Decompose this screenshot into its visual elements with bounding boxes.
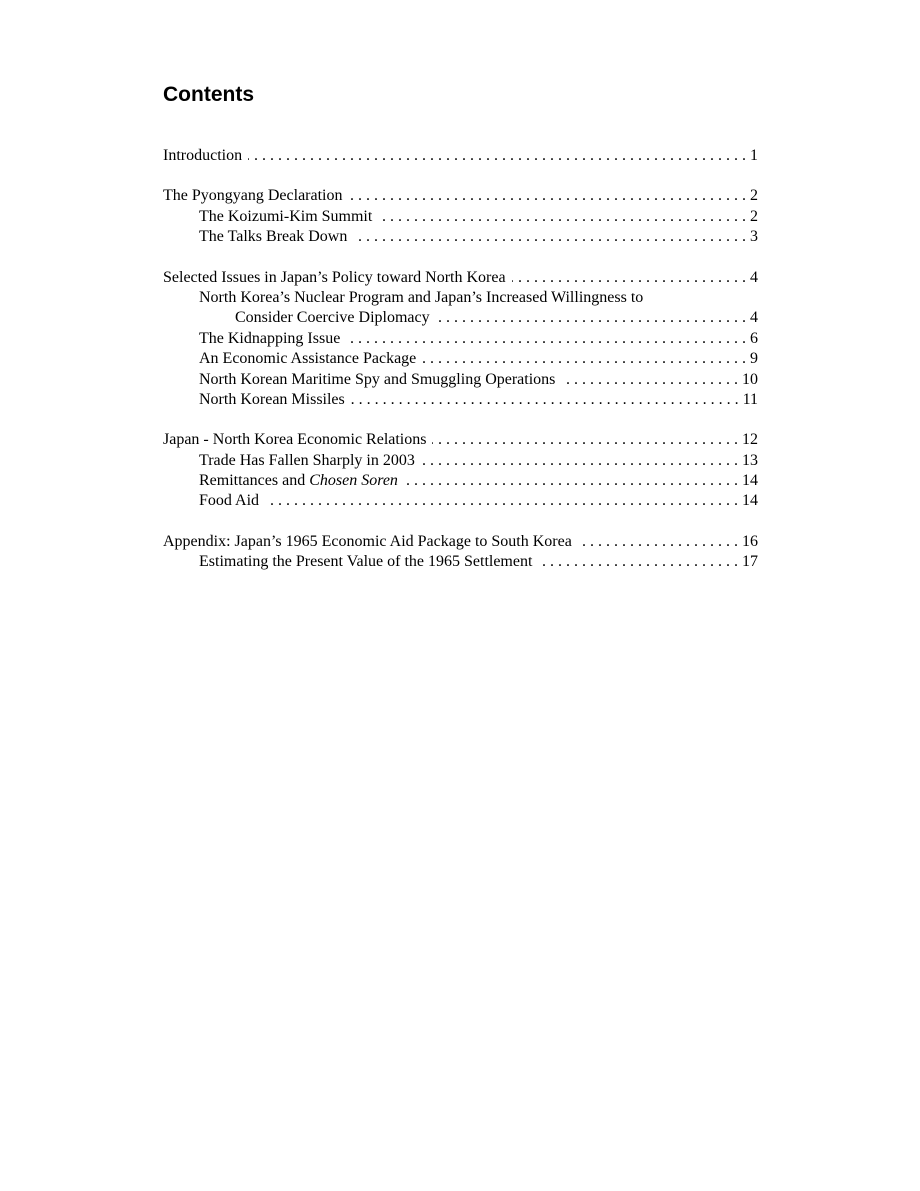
toc-entry-title: The Pyongyang Declaration xyxy=(163,187,343,205)
dot-leader xyxy=(248,146,746,166)
toc-entry-title: Japan - North Korea Economic Relations xyxy=(163,431,427,449)
dot-leader xyxy=(265,491,738,511)
toc-entry-koizumi-kim-summit[interactable] xyxy=(163,207,758,227)
dot-leader xyxy=(346,329,746,349)
toc-entry-title: Trade Has Fallen Sharply in 2003 xyxy=(199,451,415,469)
dot-leader xyxy=(561,370,738,390)
toc-entry-title: North Korea’s Nuclear Program and Japan’s Increased Willingness to xyxy=(199,288,644,306)
toc-page-number: 2 xyxy=(750,207,758,225)
toc-entry-title-italic: Chosen Soren xyxy=(309,472,398,490)
dot-leader xyxy=(421,451,738,471)
dot-leader xyxy=(349,186,747,206)
toc-page-number: 13 xyxy=(742,451,758,469)
toc-entry-title-prefix: Remittances and xyxy=(199,472,310,490)
toc-entry-title: Selected Issues in Japan’s Policy toward North Korea xyxy=(163,268,506,286)
toc-entry-title: Appendix: Japan’s 1965 Economic Aid Package to South Korea xyxy=(163,532,572,550)
toc-entry-pyongyang-declaration[interactable] xyxy=(163,186,758,206)
toc-page-number: 14 xyxy=(742,472,758,490)
page-title: Contents xyxy=(163,83,254,106)
toc-entry-trade-fallen[interactable] xyxy=(163,451,758,471)
toc-entry-title: Consider Coercive Diplomacy xyxy=(235,309,430,327)
toc-entry-title xyxy=(199,471,398,491)
toc-entry-selected-issues[interactable] xyxy=(163,268,758,288)
toc-entry-title: Food Aid xyxy=(199,492,260,510)
toc-entry-nuclear-program-continued[interactable] xyxy=(163,308,758,328)
toc-entry-economic-assistance[interactable] xyxy=(163,349,758,369)
toc-page-number: 4 xyxy=(750,309,758,327)
toc-entry-present-value[interactable] xyxy=(163,552,758,572)
toc-page-number: 4 xyxy=(750,268,758,286)
toc-entry-title: Introduction xyxy=(163,147,243,164)
dot-leader xyxy=(422,349,746,369)
toc-entry-talks-break-down[interactable] xyxy=(163,227,758,247)
toc-entry-title: An Economic Assistance Package xyxy=(199,350,417,368)
toc-entry-title: The Kidnapping Issue xyxy=(199,329,341,347)
dot-leader xyxy=(378,207,746,227)
toc-entry-title: The Koizumi-Kim Summit xyxy=(199,207,373,225)
toc-page-number: 6 xyxy=(750,329,758,347)
toc-page-number: 16 xyxy=(742,532,758,550)
table-of-contents xyxy=(163,146,758,573)
toc-page-number: 14 xyxy=(742,492,758,510)
dot-leader xyxy=(578,532,738,552)
toc-entry-economic-relations[interactable] xyxy=(163,430,758,450)
toc-entry-title: North Korean Missiles xyxy=(199,390,345,408)
toc-page-number: 12 xyxy=(742,431,758,449)
toc-entry-introduction[interactable] xyxy=(163,146,758,166)
toc-page-number: 1 xyxy=(750,147,758,164)
toc-entry-remittances[interactable] xyxy=(163,471,758,491)
toc-page-number: 2 xyxy=(750,187,758,205)
toc-entry-nuclear-program[interactable] xyxy=(163,288,758,308)
toc-page-number: 9 xyxy=(750,350,758,368)
dot-leader xyxy=(538,552,738,572)
dot-leader xyxy=(404,471,738,491)
toc-entry-food-aid[interactable] xyxy=(163,491,758,511)
dot-leader xyxy=(353,227,746,247)
toc-entry-title: Estimating the Present Value of the 1965 Settlement xyxy=(199,553,533,571)
dot-leader xyxy=(432,430,738,450)
toc-page-number: 3 xyxy=(750,228,758,246)
toc-page-number: 11 xyxy=(742,390,758,408)
toc-entry-kidnapping-issue[interactable] xyxy=(163,329,758,349)
toc-entry-appendix[interactable] xyxy=(163,532,758,552)
toc-entry-maritime-spy[interactable] xyxy=(163,370,758,390)
dot-leader xyxy=(436,308,746,328)
dot-leader xyxy=(512,268,746,288)
dot-leader xyxy=(351,390,739,410)
toc-page-number: 10 xyxy=(742,370,758,388)
toc-page-number: 17 xyxy=(742,553,758,571)
toc-entry-title: The Talks Break Down xyxy=(199,228,348,246)
toc-entry-missiles[interactable] xyxy=(163,390,758,410)
toc-entry-title: North Korean Maritime Spy and Smuggling Operations xyxy=(199,370,556,388)
